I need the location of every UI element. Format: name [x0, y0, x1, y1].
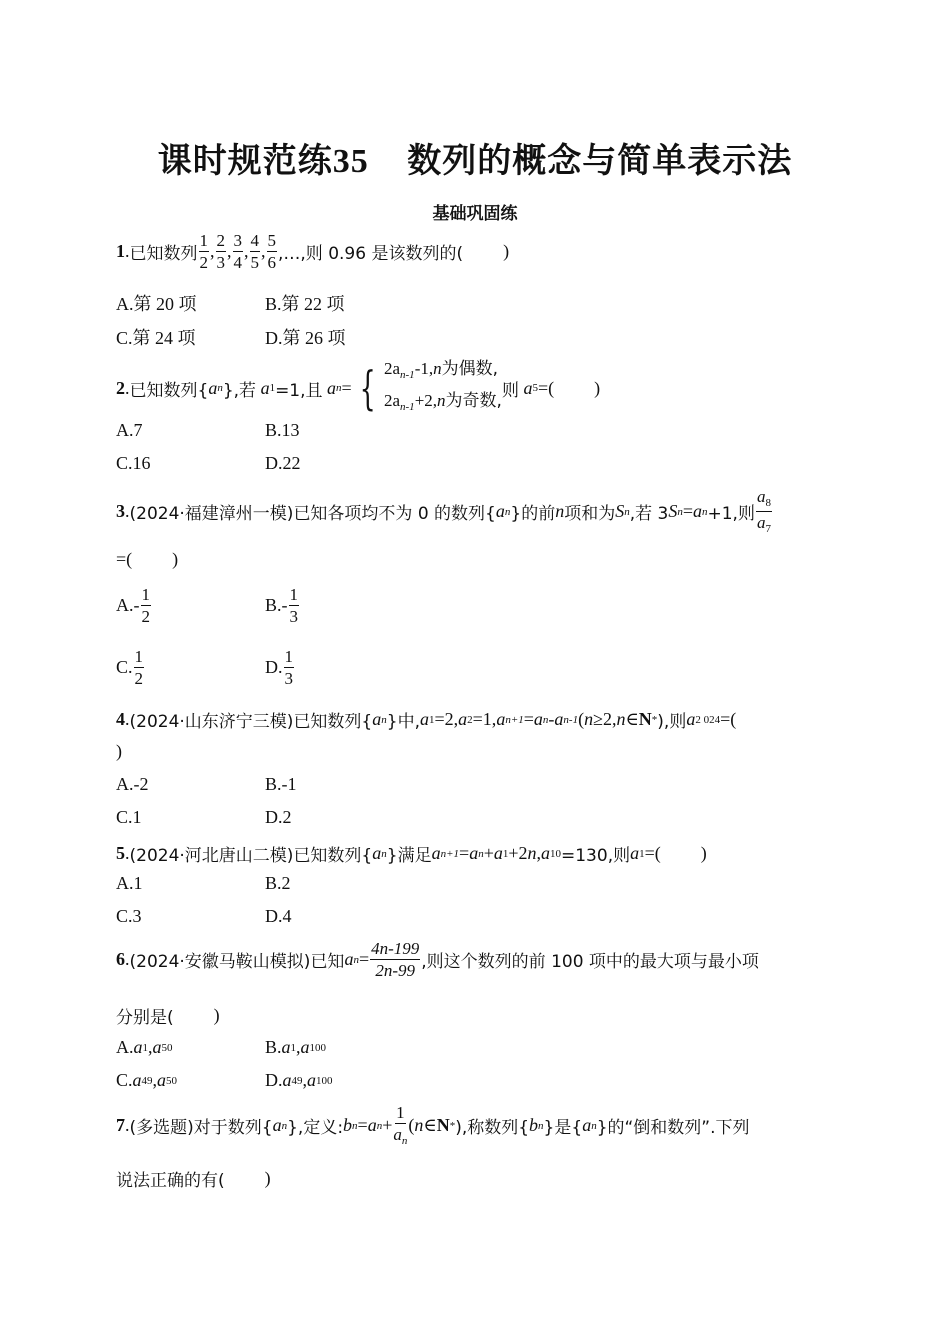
q5-option-b[interactable]: B.2	[265, 873, 291, 893]
q5-option-a[interactable]: A.1	[116, 873, 143, 893]
q2-option-c[interactable]: C.16	[116, 453, 151, 473]
question-4: 4 . (2024·山东济宁三模) 已知数列{ a n }中, a 1 =2, a 2 =1, a n+1 = a n - a n-1 ( n ≥2, n ∈ N * ),则 a 2 024 =(	[116, 709, 737, 732]
q4-option-a[interactable]: A.-2	[116, 774, 149, 794]
title-prefix: 课时规范练	[157, 141, 333, 181]
piecewise-brace: {	[359, 361, 376, 415]
fraction-1-over-an: $\frac{1}{a_n}$	[393, 1103, 408, 1147]
fraction-3: $\frac{3}{4}$	[233, 231, 242, 272]
question-5: 5 . (2024·河北唐山二模) 已知数列{ a n }满足 a n+1 = a n + a 1 +2 n , a 10 =130,则 a 1 =( )	[116, 843, 707, 866]
q6-option-b[interactable]: B. a 1 , a 100	[265, 1037, 327, 1057]
q2-option-d[interactable]: D.22	[265, 453, 301, 473]
q3-option-a[interactable]: A.- $\frac{1}{2}$	[116, 585, 150, 626]
q3-option-b[interactable]: B.- $\frac{1}{3}$	[265, 585, 298, 626]
page-title	[0, 133, 950, 182]
q1-option-b[interactable]: B.第 22 项	[265, 294, 345, 314]
q4-option-d[interactable]: D.2	[265, 807, 292, 827]
q2-option-a[interactable]: A.7	[116, 420, 143, 440]
question-4-line-2: )	[116, 741, 122, 761]
fraction-a8-over-a7: $\frac{a_8}{a_7}$	[756, 487, 771, 535]
section-heading: 基础巩固练	[432, 204, 518, 224]
fraction-5: $\frac{5}{6}$	[267, 231, 276, 272]
fraction-4: $\frac{4}{5}$	[250, 231, 259, 272]
fraction-2: $\frac{2}{3}$	[216, 231, 225, 272]
q6-option-d[interactable]: D. a 49 , a 100	[265, 1070, 333, 1090]
q1-option-c[interactable]: C.第 24 项	[116, 328, 196, 348]
question-1: 1 . 已知数列 $\frac{1}{2}$ , $\frac{2}{3}$ , $\frac{3}{4}$ , $\frac{4}{5}$ , $\frac{5}{6}$ ,…,则 0.96 是该数列的( )	[116, 231, 510, 272]
question-2: 2 . 已知数列{ a n },若 a 1 =1,且 a n = { $2a_{n-1}-1,n$为偶数, $2a_{n-1}+2,n$为奇数, 则 a 5 =( )	[116, 356, 600, 420]
question-7: 7 . (多选题) 对于数列{ a n },定义: b n = a n + $\frac{1}{a_n}$ ( n ∈ N * ),称数列{ b n }是{ a n }的“倒和数列”.下列	[116, 1103, 750, 1147]
question-3-line-2: =( )	[116, 549, 179, 569]
title-number: 35	[332, 143, 369, 180]
q1-option-d[interactable]: D.第 26 项	[265, 328, 346, 348]
question-6: 6 . (2024·安徽马鞍山模拟) 已知 a n = $\frac{4n-199}{2n-99}$ ,则这个数列的前 100 项中的最大项与最小项	[116, 939, 759, 980]
q4-option-c[interactable]: C.1	[116, 807, 142, 827]
title-topic: 数列的概念与简单表示法	[407, 141, 793, 181]
question-3: 3 . (2024·福建漳州一模) 已知各项均不为 0 的数列{ a n }的前 n 项和为 S n ,若 3 S n = a n +1,则 $\frac{a_8}{a_7}$	[116, 487, 771, 535]
q3-option-d[interactable]: D. $\frac{1}{3}$	[265, 647, 293, 688]
fraction-an-formula: $\frac{4n-199}{2n-99}$	[371, 939, 420, 980]
q6-option-a[interactable]: A. a 1 , a 50	[116, 1037, 173, 1057]
piecewise-cases: $2a_{n-1}-1,n$为偶数, $2a_{n-1}+2,n$为奇数,	[383, 359, 502, 413]
q1-option-a[interactable]: A.第 20 项	[116, 294, 197, 314]
fraction-1: $\frac{1}{2}$	[199, 231, 208, 272]
q2-option-b[interactable]: B.13	[265, 420, 300, 440]
q5-option-d[interactable]: D.4	[265, 906, 292, 926]
q4-option-b[interactable]: B.-1	[265, 774, 297, 794]
question-7-line-2: 说法正确的有( )	[116, 1168, 271, 1191]
q6-option-c[interactable]: C. a 49 , a 50	[116, 1070, 178, 1090]
question-6-line-2: 分别是( )	[116, 1005, 220, 1028]
q3-option-c[interactable]: C. $\frac{1}{2}$	[116, 647, 144, 688]
q5-option-c[interactable]: C.3	[116, 906, 142, 926]
